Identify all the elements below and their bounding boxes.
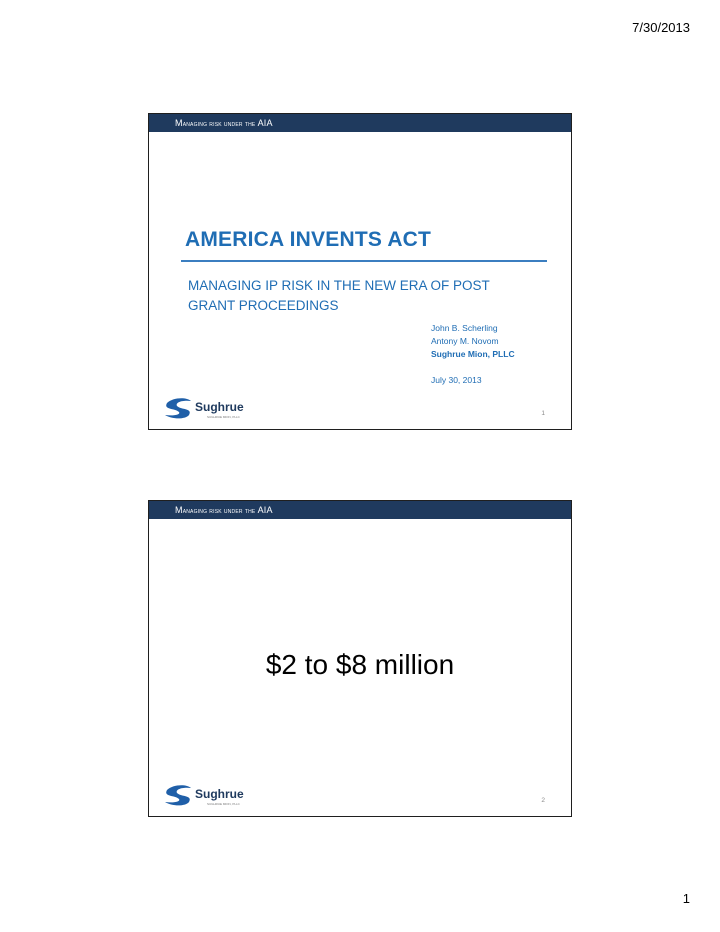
logo-subtext: SUGHRUE MION, PLLC — [207, 802, 240, 806]
header-text: anaging risk under the — [182, 508, 258, 515]
header-acronym: AIA — [257, 118, 273, 128]
author-name: John B. Scherling — [431, 323, 498, 333]
page-date: 7/30/2013 — [632, 20, 690, 35]
slide-header — [149, 501, 571, 519]
slide-title: AMERICA INVENTS ACT — [185, 228, 432, 251]
logo-text: Sughrue — [195, 400, 244, 414]
slide-headline: $2 to $8 million — [265, 649, 455, 680]
header-initial: M — [175, 505, 183, 515]
page-number: 1 — [682, 891, 690, 906]
logo-swoosh-icon — [165, 785, 191, 805]
header-acronym: AIA — [257, 505, 273, 515]
slide-number: 2 — [541, 797, 545, 804]
slide-subtitle: MANAGING IP RISK IN THE NEW ERA OF POST GRANT PROCEEDINGS — [188, 278, 490, 313]
logo-subtext: SUGHRUE MION, PLLC — [207, 415, 240, 419]
slide-header — [149, 114, 571, 132]
sughrue-logo — [163, 395, 273, 421]
sughrue-logo — [163, 782, 273, 808]
header-initial: M — [175, 118, 183, 128]
logo-text: Sughrue — [195, 787, 244, 801]
header-text: anaging risk under the — [182, 121, 258, 128]
author-name: Antony M. Novom — [431, 336, 499, 346]
slide-1 — [148, 113, 572, 430]
slide-2 — [148, 500, 572, 817]
author-block — [431, 322, 515, 387]
slide-number: 1 — [541, 410, 545, 417]
firm-name: Sughrue Mion, PLLC — [431, 349, 515, 359]
logo-swoosh-icon — [165, 398, 191, 418]
presentation-date: July 30, 2013 — [431, 375, 482, 385]
title-divider — [181, 260, 547, 262]
